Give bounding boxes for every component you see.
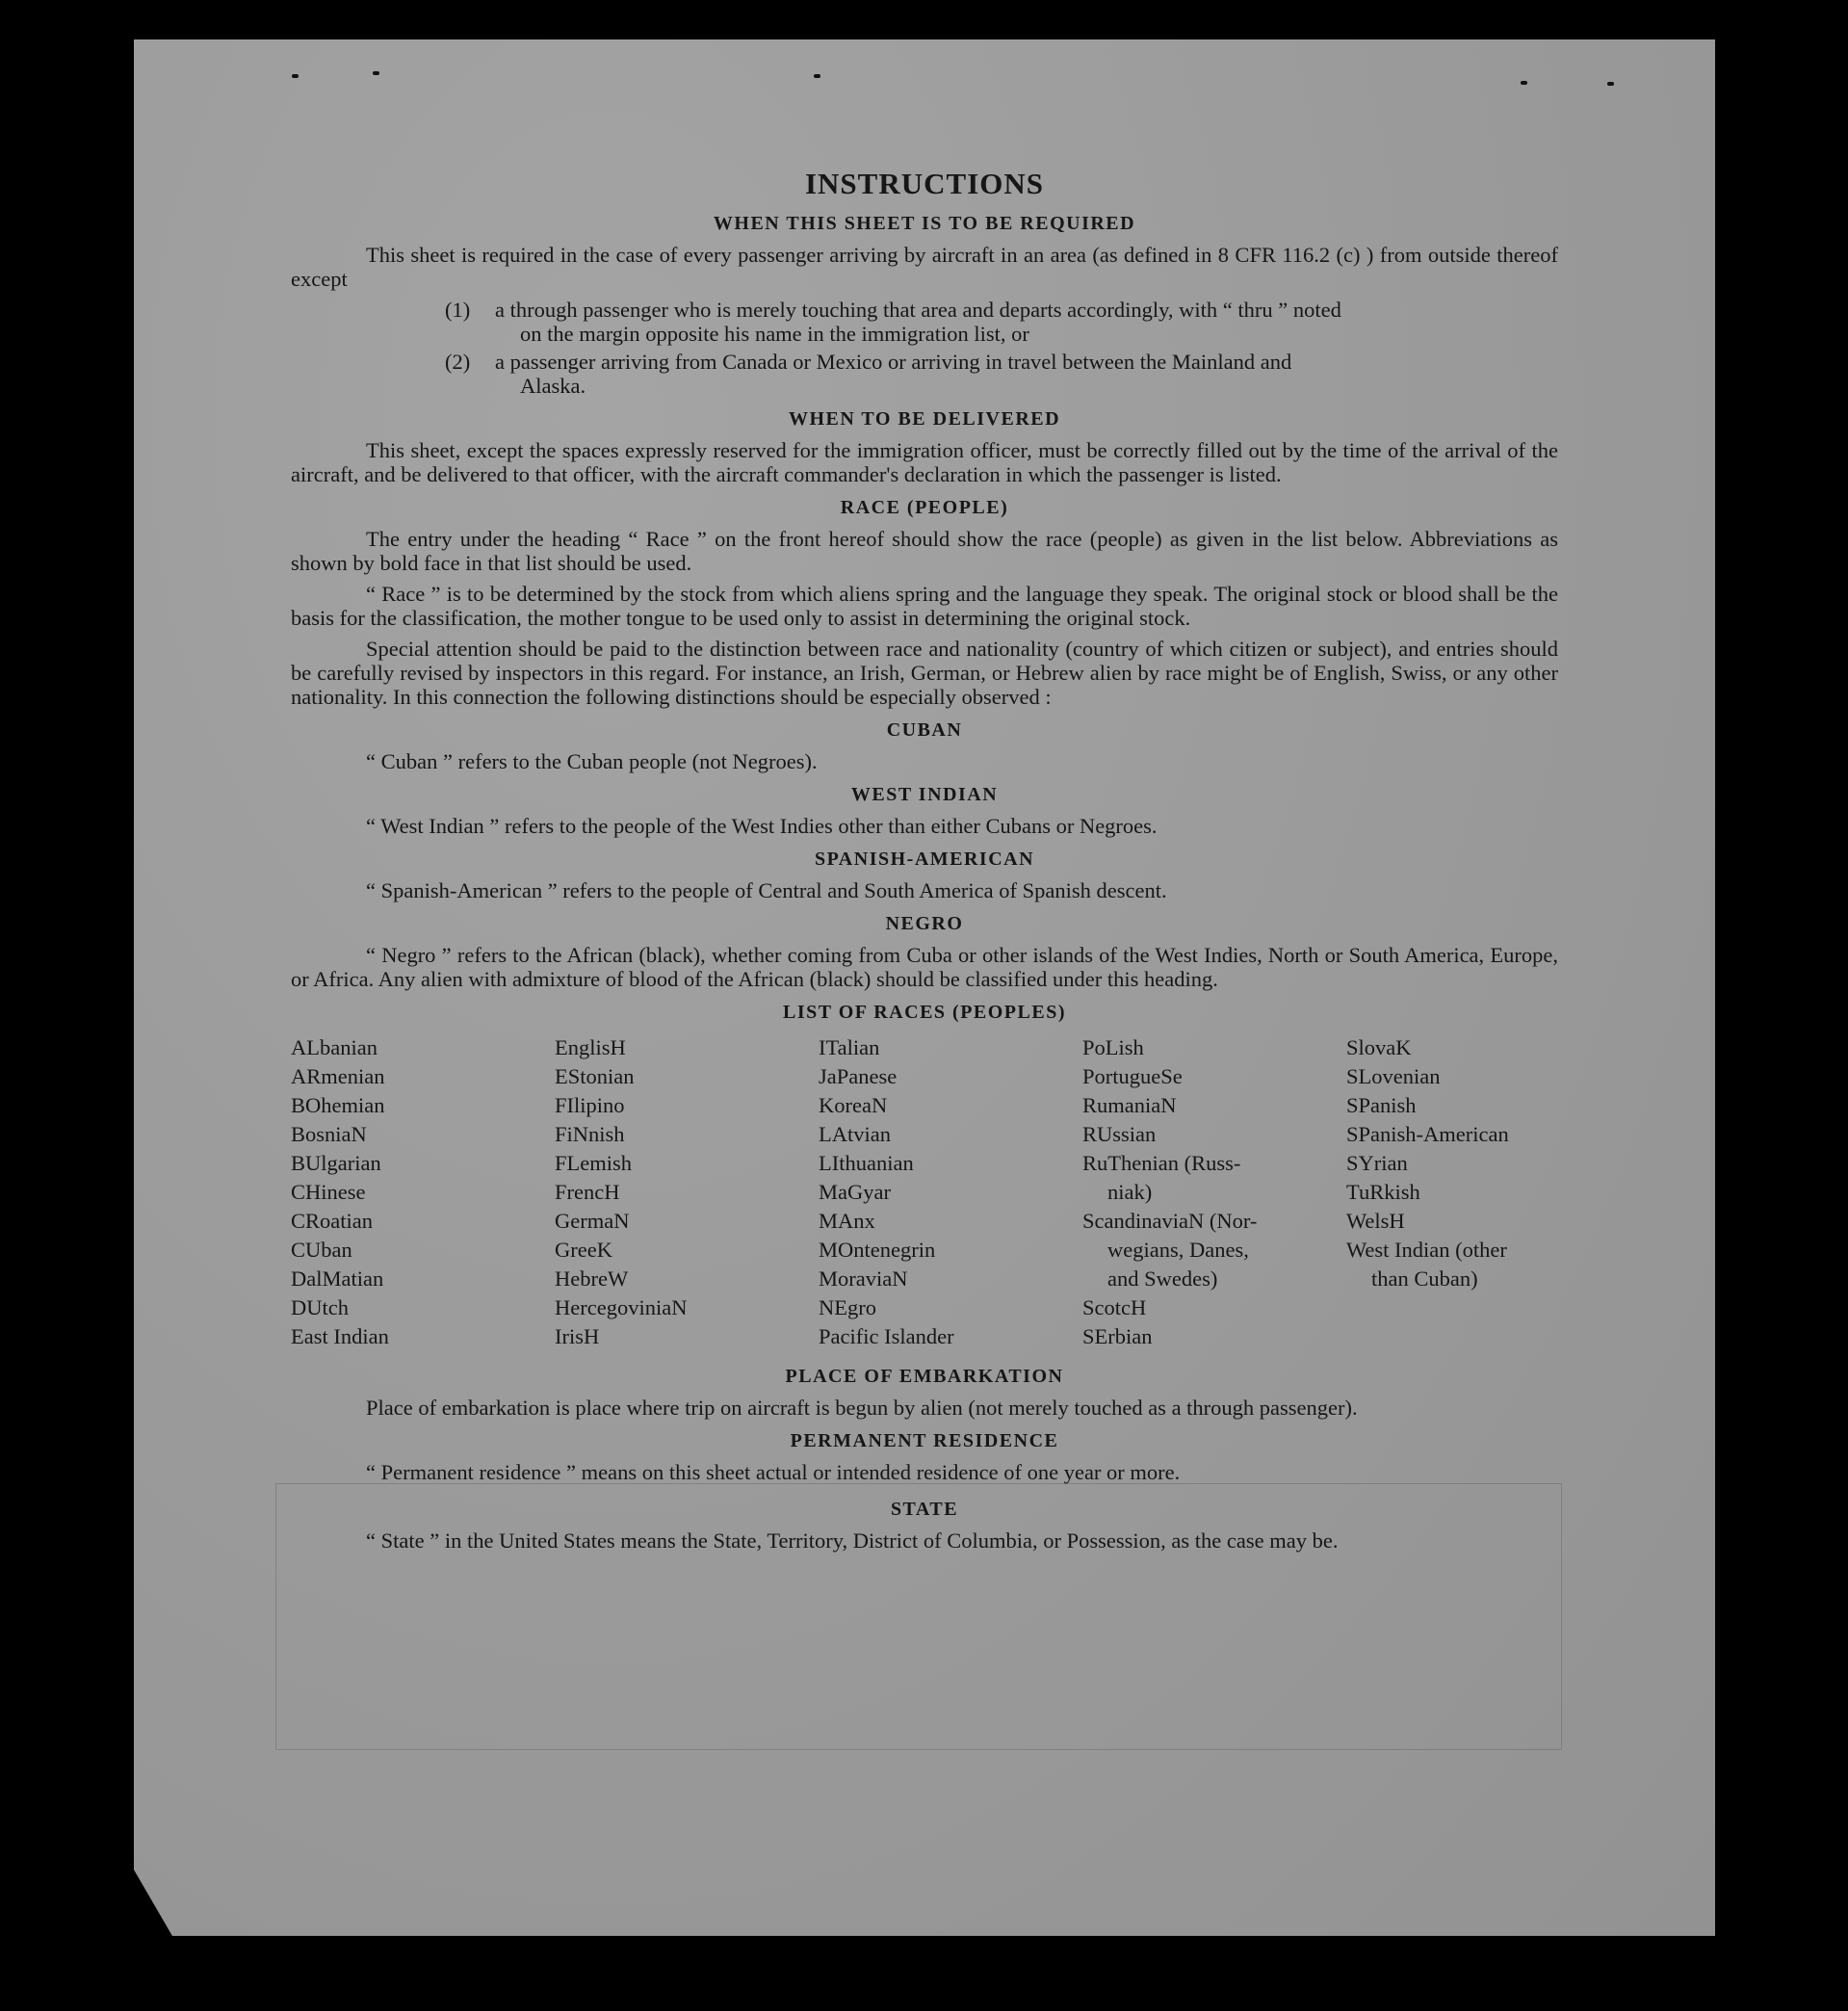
race-entry: than Cuban) — [1371, 1267, 1478, 1291]
race-entry: BosniaN — [291, 1122, 367, 1146]
heading-race: RACE (PEOPLE) — [840, 497, 1009, 518]
races-column — [291, 1033, 555, 1351]
race-entry: GermaN — [555, 1209, 630, 1233]
race-entry: LIthuanian — [819, 1151, 914, 1175]
when-required-text: This sheet is required in the case of every passenger arriving by aircraft in an area (as defined in 8 CFR 116.2 (c) ) from outside thereof except — [291, 243, 1558, 291]
race-entry: DUtch — [291, 1295, 349, 1319]
race-entry: GreeK — [555, 1238, 612, 1262]
race-paragraph-3: Special attention should be paid to the distinction between race and nationality (country of which citizen or subject), and entries should be carefully revised by inspectors in this regard. For instance, an Irish, German, or Hebrew alien by race might be of English, Swiss, or any other nationality. In this connection the following distinctions should be especially observed : — [291, 637, 1558, 709]
spanish-american-text: “ Spanish-American ” refers to the people of Central and South America of Spanish descent. — [366, 878, 1167, 902]
heading-permanent-residence: PERMANENT RESIDENCE — [790, 1430, 1059, 1451]
race-entry: TuRkish — [1346, 1180, 1420, 1204]
race-entry: FIlipino — [555, 1093, 625, 1117]
item-text: a through passenger who is merely touching that area and departs accordingly, with “ thru ” noted — [495, 298, 1341, 322]
race-entry: ITalian — [819, 1035, 880, 1059]
race-entry: HebreW — [555, 1267, 629, 1291]
race-entry: FiNnish — [555, 1122, 625, 1146]
heading-state: STATE — [890, 1499, 959, 1520]
punch-mark — [1521, 81, 1527, 85]
punch-mark — [814, 74, 820, 78]
race-entry: CUban — [291, 1238, 352, 1262]
heading-embarkation: PLACE OF EMBARKATION — [785, 1366, 1064, 1387]
race-entry: CHinese — [291, 1180, 366, 1204]
heading-when-delivered: WHEN TO BE DELIVERED — [788, 408, 1061, 430]
race-entry: EnglisH — [555, 1035, 626, 1059]
race-entry: RumaniaN — [1082, 1093, 1177, 1117]
race-entry: FLemish — [555, 1151, 633, 1175]
exception-list — [291, 298, 1558, 398]
race-entry: BOhemian — [291, 1093, 385, 1117]
heading-when-required: WHEN THIS SHEET IS TO BE REQUIRED — [713, 213, 1136, 234]
races-column — [555, 1033, 819, 1351]
races-list — [291, 1033, 1558, 1351]
race-entry: and Swedes) — [1107, 1267, 1218, 1291]
state-text: “ State ” in the United States means the State, Territory, District of Columbia, or Possession, as the case may be. — [366, 1528, 1339, 1553]
race-paragraph-1: The entry under the heading “ Race ” on the front hereof should show the race (people) as given in the list below. Abbreviations as shown by bold face in that list should be used. — [291, 527, 1558, 575]
race-entry: ALbanian — [291, 1035, 377, 1059]
race-entry: West Indian (other — [1346, 1238, 1507, 1262]
page-title: INSTRUCTIONS — [804, 167, 1044, 200]
race-entry: niak) — [1107, 1180, 1153, 1204]
race-entry: KoreaN — [819, 1093, 888, 1117]
heading-negro: NEGRO — [885, 913, 964, 934]
heading-cuban: CUBAN — [886, 719, 963, 741]
race-entry: EStonian — [555, 1064, 635, 1088]
list-item — [445, 298, 1558, 346]
race-entry: NEgro — [819, 1295, 876, 1319]
race-entry: CRoatian — [291, 1209, 373, 1233]
race-entry: MaGyar — [819, 1180, 891, 1204]
race-entry: RUssian — [1082, 1122, 1157, 1146]
race-entry: Pacific Islander — [819, 1324, 954, 1348]
punch-mark — [373, 71, 379, 75]
race-entry: SLovenian — [1346, 1064, 1441, 1088]
race-entry: PoLish — [1082, 1035, 1144, 1059]
negro-text: “ Negro ” refers to the African (black), whether coming from Cuba or other islands of the West Indies, North or South America, Europe, or Africa. Any alien with admixture of blood of the African (black) should be classified under this heading. — [291, 943, 1558, 991]
race-entry: SlovaK — [1346, 1035, 1412, 1059]
race-entry: MAnx — [819, 1209, 875, 1233]
race-entry: IrisH — [555, 1324, 600, 1348]
race-entry: DalMatian — [291, 1267, 384, 1291]
race-entry: WelsH — [1346, 1209, 1405, 1233]
list-item — [445, 350, 1558, 398]
race-paragraph-2: “ Race ” is to be determined by the stock from which aliens spring and the language they speak. The original stock or blood shall be the basis for the classification, the mother tongue to be used only to assist in determining the original stock. — [291, 582, 1558, 630]
race-entry: SErbian — [1082, 1324, 1153, 1348]
race-entry: BUlgarian — [291, 1151, 381, 1175]
instructions-content — [291, 166, 1558, 1559]
race-entry: MOntenegrin — [819, 1238, 936, 1262]
item-number: (2) — [445, 350, 471, 374]
race-entry: FrencH — [555, 1180, 620, 1204]
embarkation-text: Place of embarkation is place where trip on aircraft is begun by alien (not merely touched as a through passenger). — [366, 1396, 1358, 1420]
race-entry: SYrian — [1346, 1151, 1408, 1175]
when-delivered-text: This sheet, except the spaces expressly reserved for the immigration officer, must be correctly filled out by the time of the arrival of the aircraft, and be delivered to that officer, with the aircraft commander's declaration in which the passenger is listed. — [291, 438, 1558, 486]
races-column — [1082, 1033, 1346, 1351]
race-entry: PortugueSe — [1082, 1064, 1183, 1088]
race-entry: RuThenian (Russ- — [1082, 1151, 1241, 1175]
races-column — [819, 1033, 1082, 1351]
permanent-residence-text: “ Permanent residence ” means on this sheet actual or intended residence of one year or more. — [366, 1460, 1181, 1484]
punch-mark — [292, 74, 299, 78]
west-indian-text: “ West Indian ” refers to the people of the West Indies other than either Cubans or Negroes. — [366, 814, 1158, 838]
race-entry: HercegovinіaN — [555, 1295, 688, 1319]
race-entry: LAtvian — [819, 1122, 891, 1146]
heading-spanish-american: SPANISH-AMERICAN — [814, 849, 1035, 870]
item-text-continued: Alaska. — [520, 374, 586, 398]
races-column — [1346, 1033, 1558, 1351]
heading-west-indian: WEST INDIAN — [850, 784, 999, 805]
cuban-text: “ Cuban ” refers to the Cuban people (not Negroes). — [366, 749, 818, 773]
item-text: a passenger arriving from Canada or Mexico or arriving in travel between the Mainland and — [495, 350, 1292, 374]
punch-mark — [1607, 82, 1614, 86]
race-entry: wegians, Danes, — [1107, 1238, 1249, 1262]
race-entry: JaPanese — [819, 1064, 898, 1088]
item-text-continued: on the margin opposite his name in the immigration list, or — [520, 322, 1029, 346]
race-entry: East Indian — [291, 1324, 389, 1348]
race-entry: SPanish-American — [1346, 1122, 1509, 1146]
item-number: (1) — [445, 298, 471, 322]
race-entry: ScotcH — [1082, 1295, 1147, 1319]
heading-list-of-races: LIST OF RACES (PEOPLES) — [782, 1002, 1066, 1023]
race-entry: SPanish — [1346, 1093, 1417, 1117]
race-entry: ARmenian — [291, 1064, 385, 1088]
race-entry: ScandinaviaN (Nor- — [1082, 1209, 1258, 1233]
race-entry: MoraviaN — [819, 1267, 908, 1291]
